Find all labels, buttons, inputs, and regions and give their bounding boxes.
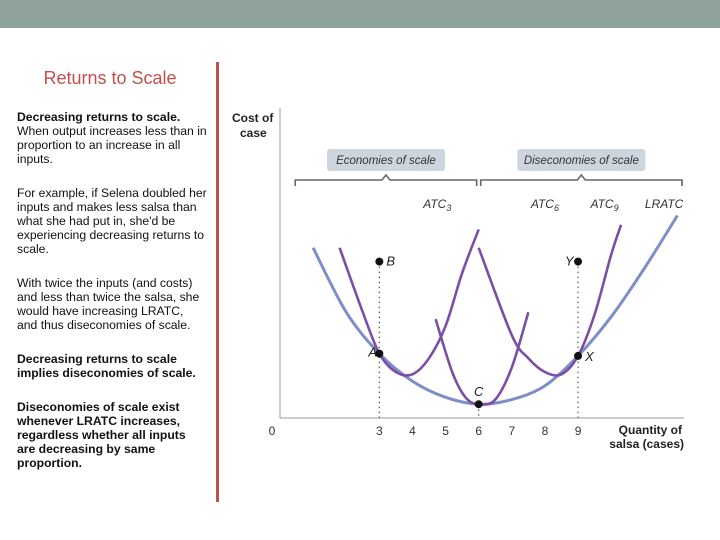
paragraph-3: With twice the inputs (and costs) and less than twice the salsa, she would have increasing LRATC, and thus diseconomies of scale. (17, 276, 200, 332)
x-tick-label: 9 (574, 424, 582, 438)
point-label: A (368, 344, 378, 360)
point-label: X (585, 348, 594, 364)
paragraph-2: For example, if Selena doubled her inputs and makes less salsa than what she had put in, she'd be experiencing decreasing returns to scale. (17, 186, 207, 256)
y-axis-label: Cost of (232, 111, 274, 125)
region-brace (295, 175, 476, 186)
x-tick-label: 6 (475, 424, 483, 438)
x-tick-label: 3 (376, 424, 383, 438)
top-bar (0, 0, 720, 28)
x-tick-label: 5 (442, 424, 449, 438)
x-tick-label: 4 (409, 424, 416, 438)
point-b (375, 258, 383, 266)
paragraph-text: When output increases less than in proportion to an increase in all inputs. (17, 124, 207, 166)
curve-lratc (313, 216, 677, 405)
curve-label: LRATC (644, 197, 684, 212)
curve-label: $ATC_9$ (590, 197, 619, 214)
x-tick-label: 0 (268, 424, 276, 438)
x-axis-label-line2: salsa (cases) (609, 437, 684, 451)
returns-to-scale-chart (222, 100, 692, 460)
point-label: C (473, 384, 484, 400)
point-c (475, 400, 483, 408)
paragraph-1 (17, 110, 207, 166)
title-divider (216, 62, 219, 502)
point-label: Y (565, 253, 574, 269)
point-y (574, 258, 582, 266)
point-label: B (386, 253, 396, 269)
point-x (574, 352, 582, 360)
curve-atc9 (479, 225, 621, 376)
y-axis-label-line2: case (240, 126, 267, 140)
paragraph-4: Decreasing returns to scale implies diseconomies of scale. (17, 352, 196, 380)
curve-label: $ATC_3$ (423, 197, 452, 214)
slide-title: Returns to Scale (43, 68, 177, 88)
x-tick-label: 8 (541, 424, 549, 438)
curve-label: $ATC_6$ (530, 197, 559, 214)
curve-atc3 (340, 229, 479, 375)
x-axis-label: Quantity of (618, 423, 682, 437)
region-label: Economies of scale (336, 155, 436, 167)
x-tick-label: 7 (508, 424, 516, 438)
paragraph-5: Diseconomies of scale exist whenever LRATC increases, regardless whether all inputs are decreasing by same proportion. (17, 400, 186, 470)
paragraph-lead: Decreasing returns to scale. (17, 110, 181, 124)
slide-body (17, 110, 207, 490)
region-brace (481, 175, 682, 186)
region-label: Diseconomies of scale (523, 155, 639, 167)
